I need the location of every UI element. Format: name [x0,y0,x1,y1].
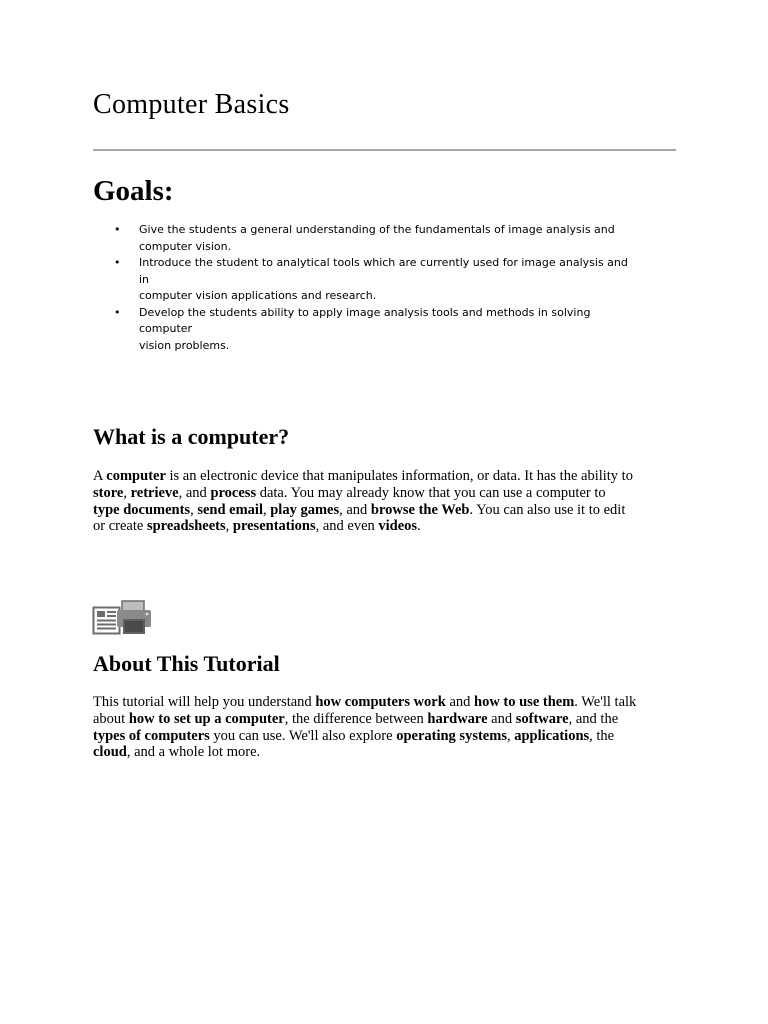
bold-term: applications [514,727,590,744]
paragraph-text: you can use. We'll also explore [209,727,397,744]
paragraph-text: , [262,501,271,518]
bold-term: spreadsheets [146,518,226,535]
paragraph-text: and [445,694,474,710]
bold-term: browse the Web [370,501,470,518]
paragraph-text: This tutorial will help you understand [93,694,316,710]
paragraph-text: . We'll talk [574,694,637,710]
bold-term: types of computers [93,727,210,744]
bold-term: software [515,710,569,727]
paragraph-text: , and a whole lot more. [126,744,261,761]
goals-list [93,222,693,354]
bold-term: process [210,484,257,501]
bold-term: presentations [232,518,316,535]
bold-term: computer [106,468,166,484]
goal-text-line: vision problems. [139,338,230,352]
paragraph-text: is an electronic device that manipulates information, or data. It has the ability to [165,468,633,484]
paragraph-text: . You can also use it to edit [469,501,626,518]
paragraph-text: , and [178,484,211,501]
what-is-paragraph [93,468,683,535]
paragraph-text: , [506,727,515,744]
about-paragraph [93,694,683,761]
bullet-icon: • [114,223,121,236]
paragraph-text: , the [589,727,615,744]
bold-term: store [93,484,124,501]
document-printer-icon [92,600,154,636]
bold-term: videos [378,518,418,535]
paragraph-text: , and the [568,710,619,727]
bold-term: how to set up a computer [128,710,285,727]
goal-text-line: Develop the students ability to apply image analysis tools and methods in solving computer [139,305,591,335]
bold-term: hardware [427,710,488,727]
goal-text-line: computer vision applications and research. [139,289,377,302]
paragraph-text: . [417,518,421,535]
title-divider [93,149,676,151]
goal-text-line: Introduce the student to analytical tools which are currently used for image analysis and in [139,256,628,286]
paragraph-text: , [123,484,131,501]
document-title: Computer Basics [93,89,290,120]
paragraph-text: data. You may already know that you can use a computer to [256,484,606,501]
paragraph-text: or create [93,518,147,535]
paragraph-text: about [93,710,129,727]
goal-item [93,255,639,305]
goal-text-line: Give the students a general understanding of the fundamentals of image analysis and [139,223,615,236]
about-heading: About This Tutorial [93,651,280,676]
goal-text-line: computer vision. [139,239,232,253]
bold-term: operating systems [396,727,507,744]
goal-item [93,222,639,255]
bullet-icon: • [114,305,121,319]
paragraph-text: , and [339,501,371,518]
what-is-heading: What is a computer? [93,424,290,449]
paragraph-text: , the difference between [284,710,428,727]
bold-term: type documents [93,501,191,518]
bold-term: how computers work [315,694,446,710]
bold-term: cloud [93,744,127,761]
goals-heading: Goals: [93,175,174,207]
bold-term: how to use them [474,694,575,710]
bold-term: send email [197,501,263,518]
paragraph-text: A [93,468,107,484]
goal-item [93,305,639,355]
bullet-icon: • [114,256,121,269]
bold-term: play games [270,501,340,518]
bold-term: retrieve [130,484,179,501]
paragraph-text: and [487,710,516,727]
paragraph-text: , [190,501,198,518]
paragraph-text: , [225,518,233,535]
paragraph-text: , and even [315,518,379,535]
